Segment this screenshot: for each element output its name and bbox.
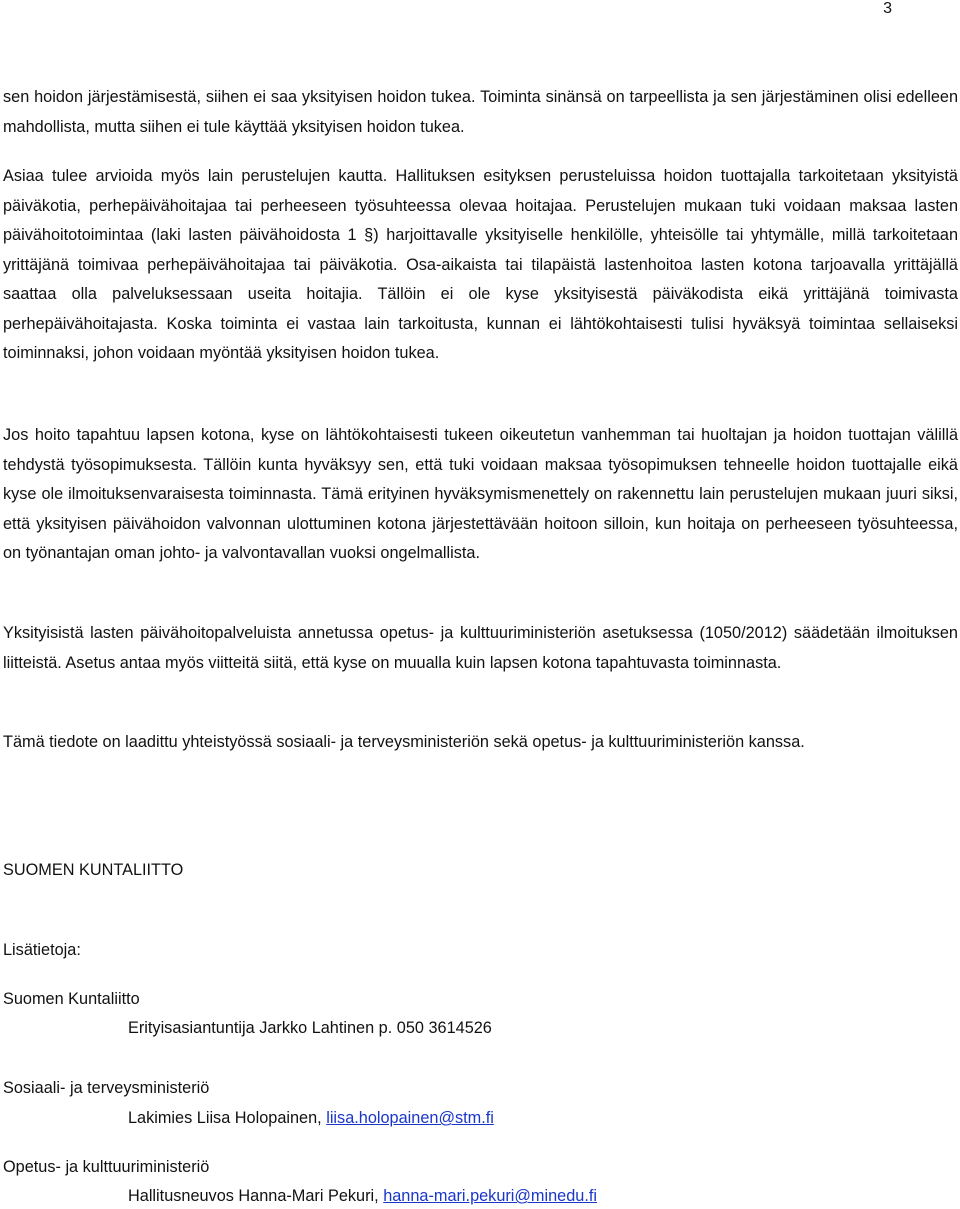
contact-person bbox=[128, 1018, 492, 1038]
contact-organization: Opetus- ja kulttuuriministeriö bbox=[3, 1158, 210, 1176]
contact-organization: Suomen Kuntaliitto bbox=[3, 990, 140, 1008]
page-number: 3 bbox=[883, 0, 892, 17]
paragraph-5-container bbox=[3, 728, 958, 758]
contact-person bbox=[128, 1186, 597, 1206]
contact-person-text: Hallitusneuvos Hanna-Mari Pekuri, bbox=[128, 1187, 384, 1205]
paragraph: Asiaa tulee arvioida myös lain perustelujen kautta. Hallituksen esityksen perusteluissa hoidon tuottajalla tarkoitetaan yksityistä päiväkotia, perhepäivähoitajaa tai perheeseen työsuhteessa olevaa hoitajaa. Perustelujen mukaan tuki voidaan maksaa lasten päivähoitotoimintaa (laki lasten päivähoidosta 1 §) harjoittavalle yksityiselle henkilölle, yhteisölle tai yhtymälle, millä tarkoitetaan yrittäjänä toimivaa perhepäivähoitajaa tai päiväkotia. Osa-aikaista tai tilapäistä lastenhoitoa lasten kotona tarjoavalla yrittäjällä saattaa olla palveluksessaan useita hoitajia. Tällöin ei ole kyse yksityisestä päiväkodista eikä yrittäjänä toimivasta perhepäivähoitajasta. Koska toiminta ei vastaa lain tarkoitusta, kunnan ei lähtökohtaisesti tulisi hyväksyä toimintaa sellaiseksi toiminnaksi, johon voidaan myöntää yksityisen hoidon tukea. bbox=[3, 167, 958, 362]
contact-person-text: Lakimies Liisa Holopainen, bbox=[128, 1109, 327, 1127]
paragraph: Tämä tiedote on laadittu yhteistyössä sosiaali- ja terveysministeriön sekä opetus- ja kulttuuriministeriön kanssa. bbox=[3, 733, 805, 751]
paragraph: Yksityisistä lasten päivähoitopalveluista annetussa opetus- ja kulttuuriministeriön asetuksessa (1050/2012) säädetään ilmoituksen liitteistä. Asetus antaa myös viitteitä siitä, että kyse on muualla kuin lapsen kotona tapahtuvasta toiminnasta. bbox=[3, 624, 958, 672]
contact-person bbox=[128, 1108, 494, 1128]
email-link[interactable]: hanna-mari.pekuri@minedu.fi bbox=[383, 1187, 597, 1205]
contact-organization: Sosiaali- ja terveysministeriö bbox=[3, 1079, 210, 1097]
contacts-heading: Lisätietoja: bbox=[3, 941, 81, 959]
email-link[interactable]: liisa.holopainen@stm.fi bbox=[326, 1109, 494, 1127]
contact-person-text: Erityisasiantuntija Jarkko Lahtinen p. 050 3614526 bbox=[128, 1019, 492, 1037]
paragraph: sen hoidon järjestämisestä, siihen ei saa yksityisen hoidon tukea. Toiminta sinänsä on tarpeellista ja sen järjestäminen olisi edelleen mahdollista, mutta siihen ei tule käyttää yksityisen hoidon tukea. bbox=[3, 88, 958, 136]
paragraph-4-container bbox=[3, 619, 958, 678]
paragraph: Jos hoito tapahtuu lapsen kotona, kyse on lähtökohtaisesti tukeen oikeutetun vanhemman tai huoltajan ja hoidon tuottajan välillä tehdystä työsopimuksesta. Tällöin kunta hyväksyy sen, että tuki voidaan maksaa työsopimuksen tehneelle hoidon tuottajalle eikä kyse ole ilmoituksenvaraisesta toiminnasta. Tämä erityinen hyväksymismenettely on rakennettu lain perustelujen mukaan juuri siksi, että yksityisen päivähoidon valvonnan ulottuminen kotona järjestettävään hoitoon silloin, kun hoitaja on perheeseen työsuhteessa, on työnantajan oman johto- ja valvontavallan vuoksi ongelmallista. bbox=[3, 426, 958, 562]
paragraph-1-container bbox=[3, 83, 958, 142]
paragraph-3-container bbox=[3, 421, 958, 569]
paragraph-2-container bbox=[3, 162, 958, 369]
signature: SUOMEN KUNTALIITTO bbox=[3, 861, 184, 879]
